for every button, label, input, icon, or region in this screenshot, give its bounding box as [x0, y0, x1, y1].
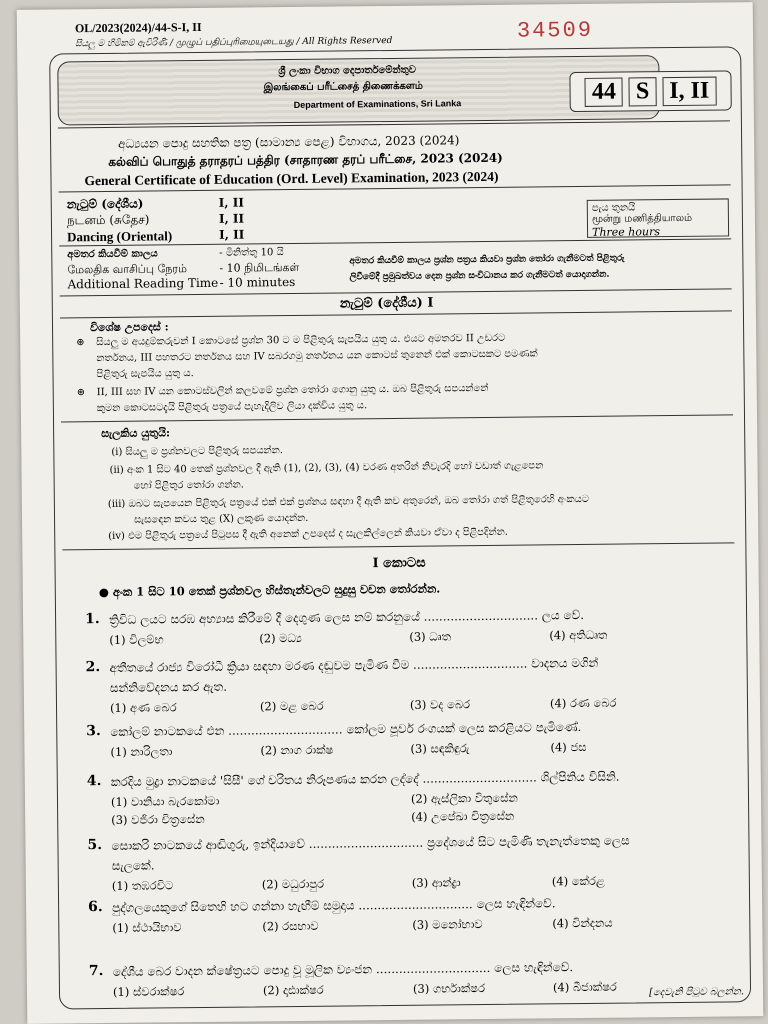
answer-option-2[interactable]: (2) ඇස්ලිකා විතුසේන — [410, 790, 518, 806]
reading-time-en: Additional Reading Time — [67, 275, 219, 292]
answer-option-3[interactable]: (3) වද බෙර — [409, 697, 471, 712]
exam-title-si: අධ්‍යයන පොදු සහතික පත්‍ර (සාමාන්‍ය පෙළ) විභාගය, 2023 (2024) — [118, 133, 460, 151]
answer-option-4[interactable]: (4) උපේඛා චිත්‍රසේන — [411, 808, 515, 824]
answer-option-1[interactable]: (1) ස්වරාක්ෂර — [112, 984, 185, 999]
paper-code: OL/2023(2024)/44-S-I, II — [74, 19, 202, 36]
question-number: 7. — [88, 963, 104, 980]
reading-val-si: - මිනිත්තු 10 යි — [219, 247, 284, 259]
answer-option-1[interactable]: (1) නාරිලතා — [110, 744, 173, 759]
reading-val-en: - 10 minutes — [219, 274, 296, 290]
subject-ta: நடனம் (சுதேச) — [66, 212, 150, 228]
answer-option-3[interactable]: (3) වජිරා චිත්‍රසේන — [111, 811, 205, 827]
subject-papers-en: I, II — [219, 227, 245, 242]
subject-code-badge — [569, 70, 731, 112]
note-ii-a: (ii) අංක 1 සිට 40 තෙක් ප්‍රශ්නවල දී ඇති (1), (2), (3), (4) වරණ අතරින් නිවැරදි හෝ වඩාත් ගැළපෙන — [109, 460, 544, 476]
duration-si: පැය තුනයි — [591, 202, 636, 214]
question-text: සොකරි නාටකයේ ආඬිගුරු, ඉන්දියාවේ .............................. ප්‍රදේශයේ සිට පැමිණි තැනැත්තෙකු ලෙස — [111, 833, 630, 853]
question-number: 6. — [88, 899, 103, 916]
question-number: 3. — [86, 723, 101, 740]
answer-option-1[interactable]: (1) වානියා බැරකෝමා — [110, 793, 220, 809]
question-text: අතීතයේ රාජ්‍ය විරෝධී ක්‍රියා සඳහා මරණ දඬුවම පැමිණ වීම .............................. වාදනය මගින් — [109, 655, 599, 675]
question-text-cont: සන්නිවේදනය කර ඇත. — [109, 679, 228, 695]
question-text: පුද්ගලයෙකුගේ සිතෙහි හට ගන්නා හැඟීම් සමුදාය .............................. ලෙස හැඳින්වේ. — [112, 896, 556, 915]
dept-name-en: Department of Examinations, Sri Lanka — [293, 98, 462, 110]
answer-option-4[interactable]: (4) ජස — [550, 739, 587, 755]
part-1-title: I කොටස — [372, 555, 426, 572]
question-number: 2. — [85, 659, 101, 676]
answer-option-4[interactable]: (4) වින්දනය — [552, 915, 613, 931]
answer-option-4[interactable]: (4) කේරළ — [551, 873, 605, 889]
notes-heading: සැලකිය යුතුයි: — [101, 426, 171, 441]
reading-val-ta: - 10 நிமிடங்கள் — [219, 260, 300, 275]
question-text: ත්‍රිවිධ ලයට සරඹ අභ්‍යාස කිරීමේ දී දෙගුණ ලෙස නම් කරනුයේ .............................. ලය වේ. — [109, 607, 585, 627]
exam-title-en: General Certificate of Education (Ord. Level) Examination, 2023 (2024) — [84, 168, 499, 189]
subject-papers-si: I, II — [218, 195, 245, 210]
special-2b: කුමන කොටසටදැයි පිළිතුරු පත්‍රයේ පැහැදිලිව ලියා දක්විය යුතු ය. — [96, 400, 368, 415]
subject-en: Dancing (Oriental) — [67, 228, 173, 245]
question-number: 4. — [86, 773, 102, 790]
special-1a: සියලු ම අයදුම්කරුවන් I කොටසේ ප්‍රශ්න 30 ට ම පිළිතුරු සැපයිය යුතු ය. එයට අමතරව II උඩරට — [96, 332, 506, 349]
answer-option-2[interactable]: (2) මළ බෙර — [259, 698, 324, 714]
exam-paper — [17, 2, 764, 1024]
medium-code: S — [629, 77, 657, 106]
special-1b: නර්තනය, III පහතරට නර්තනය සහ IV සබරගමු නර්තනය යන කොටස් තුනෙන් එක් කොටසකට පමණක් — [96, 348, 538, 365]
answer-option-3[interactable]: (3) සඳකිඳුරු — [410, 741, 470, 756]
question-text: කරදිය මුද්‍රා නාටකයේ 'සිසී' ගේ චරිතය නිරූපණය කරන ලද්දේ .............................. ශිල්පිනිය විසිනි. — [110, 769, 620, 789]
answer-option-1[interactable]: (1) තඹරවිට — [111, 878, 174, 893]
subject-code: 44 — [585, 77, 623, 106]
serial-number: 34509 — [516, 17, 594, 44]
exam-title-ta: கல்விப் பொதுத் தராதரப் பத்திர (சாதாரண தரப் பரீட்சை, 2023 (2024) — [108, 150, 503, 169]
special-1c: පිළිතුරු සැපයිය යුතු ය. — [96, 368, 194, 381]
dept-name-ta: இலங்கைப் பரீட்சைத் திணைக்களம் — [263, 80, 423, 94]
note-i: (i) සියලු ම ප්‍රශ්නවලට පිළිතුරු සපයන්න. — [111, 445, 283, 458]
answer-option-3[interactable]: (3) ධෘත — [409, 629, 451, 644]
reading-note-1: අමතර කියවීම් කාලය ප්‍රශ්න පත්‍රය කියවා ප්‍රශ්න තෝරා ගැනීමටත් පිළිතුරු — [349, 253, 625, 267]
question-text: දේශීය බෙර වාදන ක්ෂේත්‍රයට පොදු වූ මූලික ව්‍යංජන .............................. ලෙස හැඳින්වේ. — [112, 960, 574, 979]
answer-option-2[interactable]: (2) මධ්‍ය — [259, 630, 302, 646]
duration-box — [587, 198, 729, 237]
answer-option-2[interactable]: (2) නාග රාක්ෂ — [260, 742, 334, 758]
question-text: කෝලම් නාටකයේ එන .............................. කෝලම පූර්ව රංගයක් ලෙස කරළියට පැමිණේ. — [110, 720, 582, 739]
answer-option-2[interactable]: (2) මධුරාපුර — [261, 876, 325, 892]
special-2a: II, III සහ IV යන කොටස්වලින් කලවමේ ප්‍රශ්න තෝරා ගොනු යුතු ය. ඔබ පිළිතුරු සපයන්නේ — [96, 382, 489, 399]
answer-option-2[interactable]: (2) දෘඪාක්ෂර — [262, 982, 324, 998]
subject-si: නැටුම් (දේශීය) — [66, 196, 144, 212]
answer-option-1[interactable]: (1) ස්ථායිභාව — [112, 920, 182, 935]
answer-option-1[interactable]: (1) අණ බෙර — [109, 700, 177, 715]
answer-option-4[interactable]: (4) අතිධෘත — [549, 627, 608, 643]
turn-page-note: [දෙවැනි පිටුව බලන්න. — [648, 986, 745, 999]
dept-name-si: ශ්‍රී ලංකා විභාග දෙපාර්තමේන්තුව — [278, 64, 417, 78]
question-text-cont: සැලකේ. — [111, 858, 155, 873]
answer-option-4[interactable]: (4) බීජාක්ෂර — [552, 979, 617, 995]
answer-option-1[interactable]: (1) විලම්භ — [109, 632, 164, 647]
duration-en: Three hours — [592, 225, 661, 239]
answer-option-4[interactable]: (4) රණ බෙර — [549, 695, 617, 711]
part-1-instruction: ● අංක 1 සිට 10 තෙක් ප්‍රශ්නවල හිස්තැන්වලට සුදුසු වචන තෝරන්න. — [98, 581, 441, 600]
duration-ta: மூன்று மணித்தியாலம் — [591, 212, 693, 225]
special-instructions-heading: විශේෂ උපදෙස් : — [89, 320, 169, 335]
answer-option-3[interactable]: (3) මනෝභාව — [412, 917, 483, 932]
paper-numbers: I, II — [662, 76, 716, 106]
note-iii-a: (iii) ඔබට සැපයෙන පිළිතුරු පත්‍රයේ එක් එක් ප්‍රශ්නය සඳහා දී ඇති කව අතුරෙන්, ඔබ තෝරා ගත් පිළිතුරෙහි අංකයට — [107, 493, 590, 510]
rights-notice: සියලු ම හිමිකම් ඇවිරිණි / முழுப் பதிப்புரிமையுடையது / All Rights Reserved — [75, 35, 393, 50]
reading-time-ta: மேலதிக வாசிப்பு நேரம் — [67, 262, 187, 277]
question-number: 1. — [85, 611, 100, 628]
paper-title: නැටුම් (දේශීය) I — [339, 295, 434, 312]
subject-papers-ta: I, II — [218, 211, 245, 226]
bullet-icon: ⊛ — [76, 337, 85, 349]
reading-time-si: අමතර කියවීම් කාලය — [67, 248, 158, 261]
answer-option-3[interactable]: (3) ගර්භාක්ෂර — [412, 981, 486, 996]
answer-option-3[interactable]: (3) ආන්ද්‍රා — [411, 875, 461, 890]
note-ii-b: හෝ පිළිතුර තෝරා ගන්න. — [133, 479, 244, 492]
reading-note-2: ලිවීමේදී ප්‍රමුඛත්වය දෙන ප්‍රශ්න සංවිධානය කර ගැනීමටත් යොදාගන්න. — [349, 269, 610, 283]
note-iii-b: සැසඳෙන කවය තුළ (X) ලකුණ යොදන්න. — [134, 512, 309, 526]
note-iv: (iv) එම පිළිතුරු පත්‍රයේ පිටුපස දී ඇති අනෙක් උපදෙස් ද සැලකිල්ලෙන් කියවා ඒවා ද පිළිපදින්න. — [108, 526, 508, 542]
answer-option-2[interactable]: (2) රසභාව — [262, 918, 319, 934]
bullet-icon: ⊛ — [76, 387, 86, 399]
question-number: 5. — [87, 837, 103, 854]
